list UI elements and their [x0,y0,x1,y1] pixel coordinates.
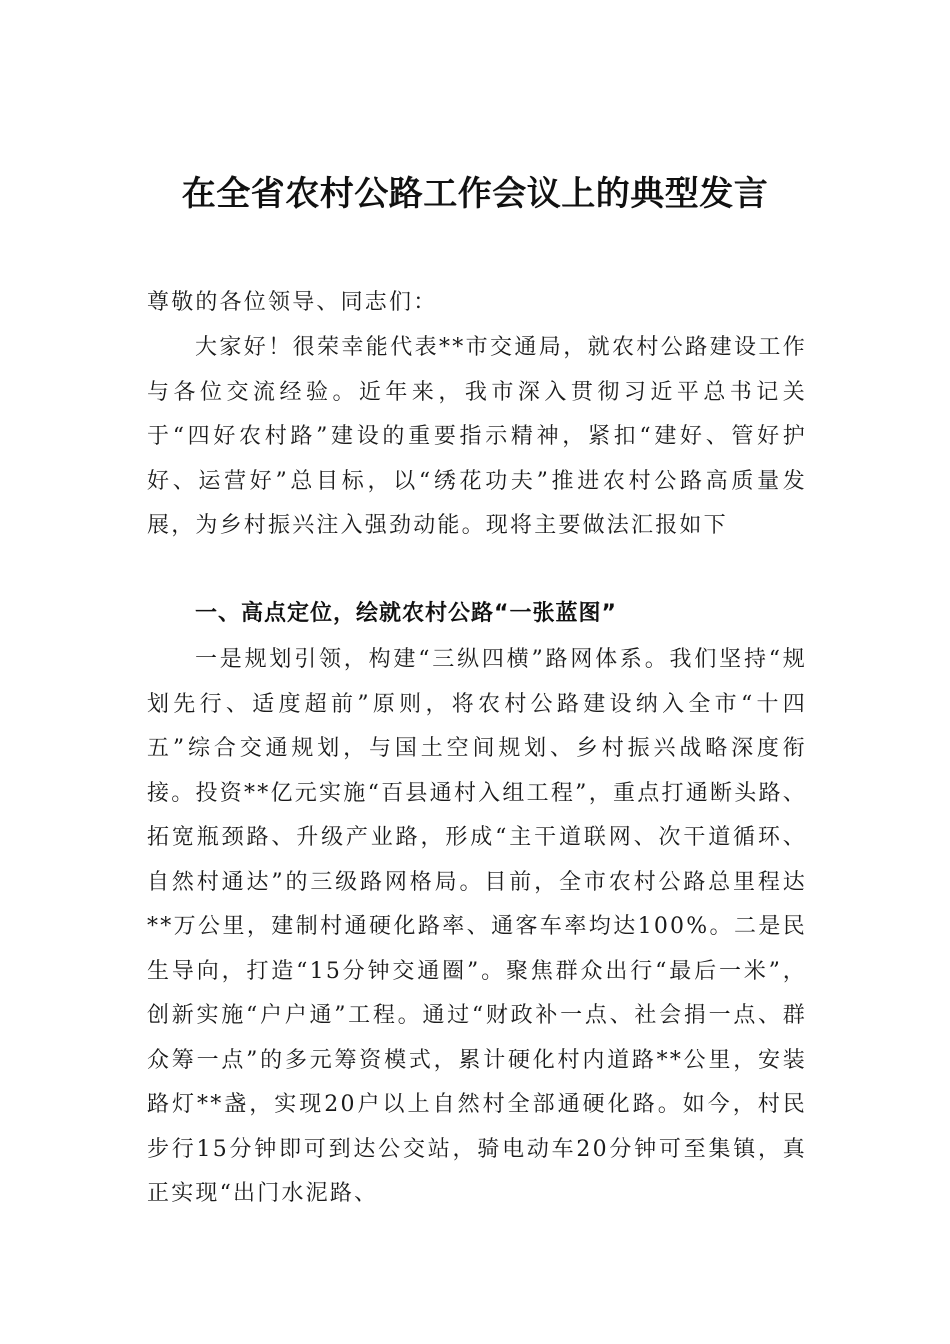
paragraph-intro: 大家好！很荣幸能代表**市交通局，就农村公路建设工作与各位交流经验。近年来，我市深入贯彻习近平总书记关于“四好农村路”建设的重要指示精神，紧扣“建好、管好护好、运营好”总目标，以“绣花功夫”推进农村公路高质量发展，为乡村振兴注入强劲动能。现将主要做法汇报如下 [147,335,807,538]
salutation: 尊敬的各位领导、同志们： [147,290,438,315]
section-heading-1: 一、高点定位，绘就农村公路“一张蓝图” [195,601,617,626]
document-title: 在全省农村公路工作会议上的典型发言 [181,174,769,214]
paragraph-section-1: 一是规划引领，构建“三纵四横”路网体系。我们坚持“规划先行、适度超前”原则，将农村公路建设纳入全市“十四五”综合交通规划，与国土空间规划、乡村振兴战略深度衔接。投资**亿元实施“百县通村入组工程”，重点打通断头路、拓宽瓶颈路、升级产业路，形成“主干道联网、次干道循环、自然村通达”的三级路网格局。目前，全市农村公路总里程达**万公里，建制村通硬化路率、通客车率均达100%。二是民生导向，打造“15分钟交通圈”。聚焦群众出行“最后一米”，创新实施“户户通”工程。通过“财政补一点、社会捐一点、群众筹一点”的多元筹资模式，累计硬化村内道路**公里，安装路灯**盏，实现20户以上自然村全部通硬化路。如今，村民步行15分钟即可到达公交站，骑电动车20分钟可至集镇，真正实现“出门水泥路、 [147,647,807,1206]
